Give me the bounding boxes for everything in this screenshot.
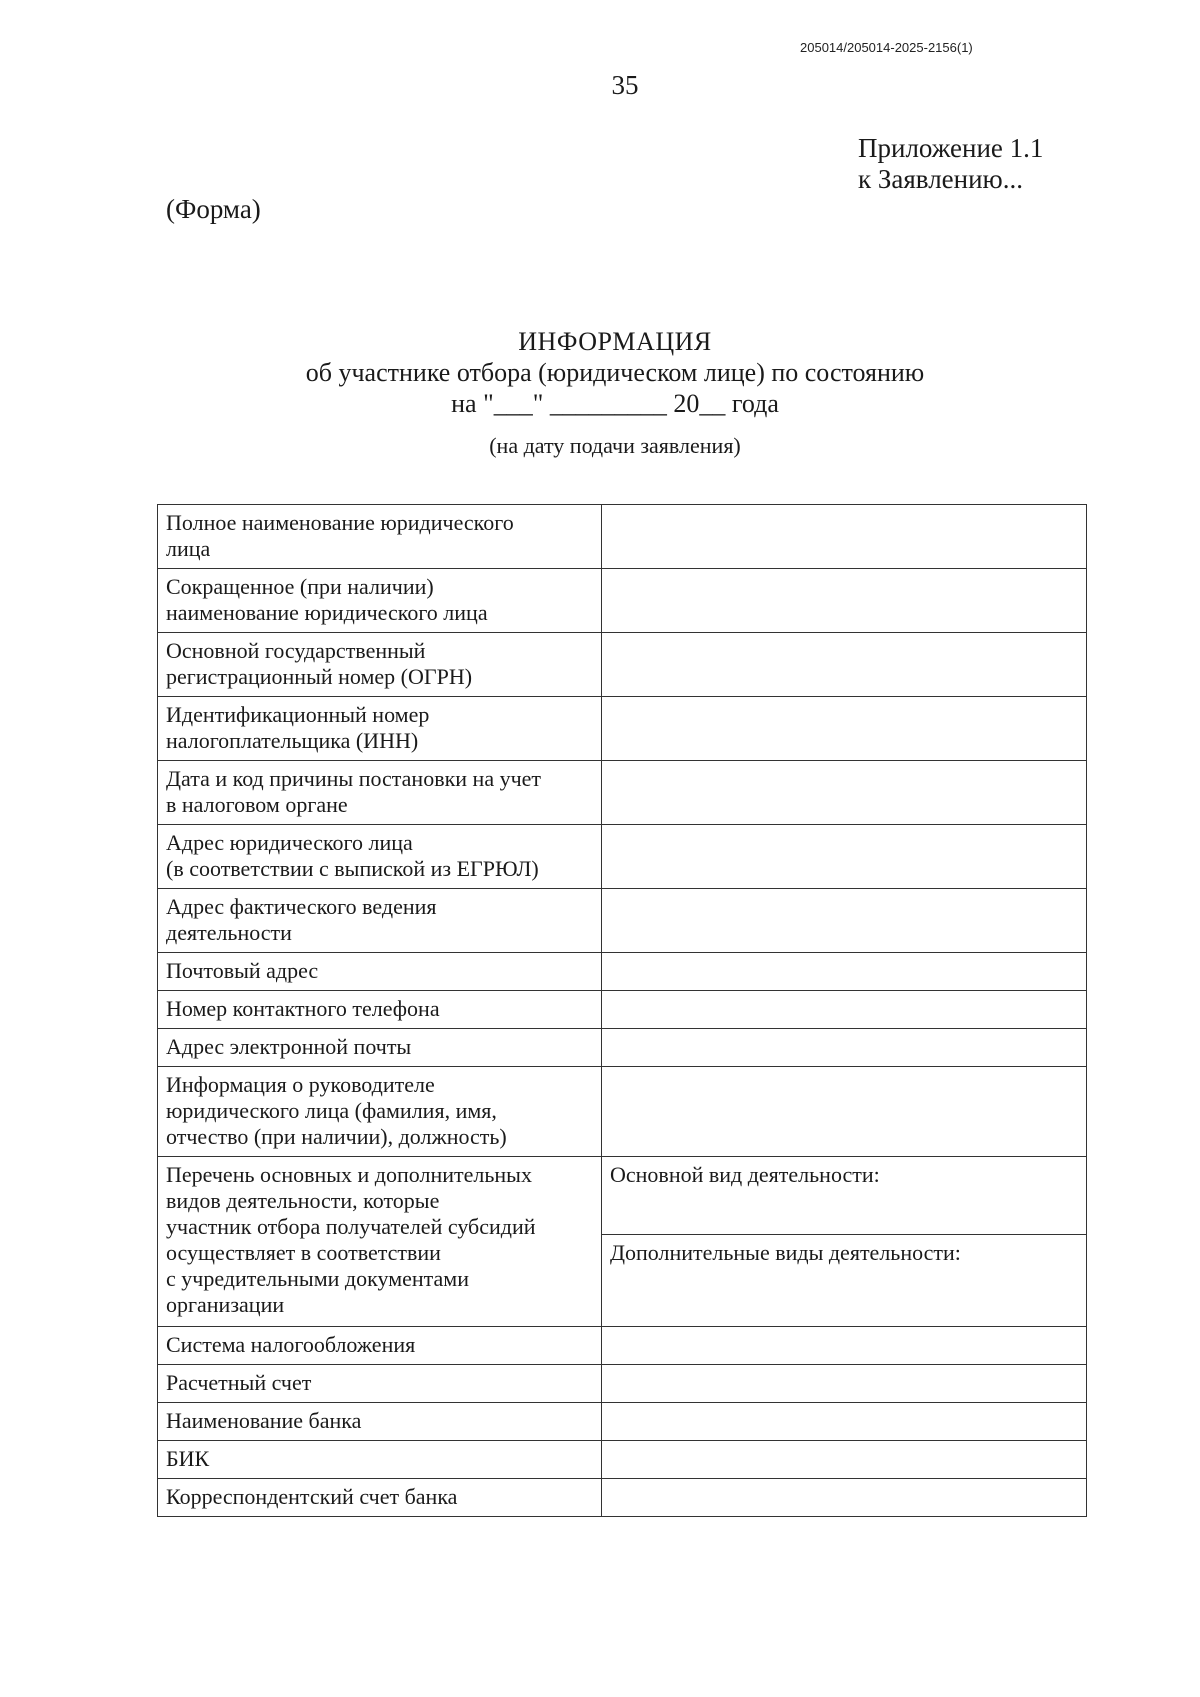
field-label-line: юридического лица (фамилия, имя, [166, 1098, 497, 1123]
field-value[interactable] [602, 761, 1087, 825]
table-row [158, 1403, 1087, 1441]
field-label-line: регистрационный номер (ОГРН) [166, 664, 473, 689]
field-label-line: с учредительными документами [166, 1266, 469, 1291]
field-label [158, 889, 602, 953]
field-value[interactable] [602, 697, 1087, 761]
field-label-line: участник отбора получателей субсидий [166, 1214, 536, 1239]
field-label [158, 633, 602, 697]
field-value[interactable] [602, 991, 1087, 1029]
field-label [158, 1029, 602, 1067]
field-label-line: осуществляет в соответствии [166, 1240, 441, 1265]
field-value[interactable] [602, 953, 1087, 991]
appendix-line-1: Приложение 1.1 [858, 133, 1044, 163]
field-label [158, 1157, 602, 1327]
document-id: 205014/205014-2025-2156(1) [800, 40, 973, 55]
heading-subtitle: об участнике отбора (юридическом лице) по состоянию [305, 358, 925, 387]
field-label-line: Номер контактного телефона [166, 996, 440, 1021]
field-label-line: отчество (при наличии), должность) [166, 1124, 507, 1149]
field-label-line: лица [166, 536, 211, 561]
field-label-line: Дата и код причины постановки на учет [166, 766, 542, 791]
field-label-line: Перечень основных и дополнительных [166, 1162, 532, 1187]
field-label-line: Адрес фактического ведения [166, 894, 437, 919]
field-value[interactable] [602, 505, 1087, 569]
form-label: (Форма) [166, 194, 261, 224]
field-label-line: налогоплательщика (ИНН) [166, 728, 419, 753]
field-label-line: наименование юридического лица [166, 600, 488, 625]
field-label [158, 1403, 602, 1441]
table-row [158, 889, 1087, 953]
heading-date-line: на "___" _________ 20__ года [451, 389, 779, 418]
field-label-line: деятельности [166, 920, 292, 945]
info-table [157, 504, 1087, 1517]
document-heading [0, 326, 1200, 459]
field-label-line: Расчетный счет [166, 1370, 312, 1395]
table-row [158, 633, 1087, 697]
field-label [158, 1441, 602, 1479]
field-label-line: Основной государственный [166, 638, 426, 663]
field-label [158, 505, 602, 569]
field-label [158, 991, 602, 1029]
field-value[interactable] [602, 633, 1087, 697]
field-value[interactable] [602, 1067, 1087, 1157]
field-label-line: видов деятельности, которые [166, 1188, 440, 1213]
field-label [158, 1365, 602, 1403]
table-row [158, 1479, 1087, 1517]
field-label-line: Адрес юридического лица [166, 830, 413, 855]
info-table-body [158, 505, 1087, 1517]
field-label [158, 1067, 602, 1157]
appendix-reference [858, 133, 1043, 195]
table-row [158, 991, 1087, 1029]
heading-note: (на дату подачи заявления) [489, 433, 741, 458]
field-label-line: Корреспондентский счет банка [166, 1484, 458, 1509]
table-row [158, 1365, 1087, 1403]
table-row [158, 697, 1087, 761]
field-label-line: Идентификационный номер [166, 702, 430, 727]
appendix-line-2: к Заявлению... [858, 164, 1023, 194]
table-row [158, 1157, 1087, 1235]
field-value[interactable] [602, 569, 1087, 633]
field-label [158, 761, 602, 825]
field-label [158, 825, 602, 889]
field-label-line: Сокращенное (при наличии) [166, 574, 434, 599]
field-label-line: Полное наименование юридического [166, 510, 514, 535]
table-row [158, 953, 1087, 991]
table-row [158, 825, 1087, 889]
field-label-line: Почтовый адрес [166, 958, 319, 983]
table-row [158, 1029, 1087, 1067]
field-label-line: БИК [166, 1446, 210, 1471]
field-label [158, 697, 602, 761]
field-label [158, 953, 602, 991]
page-number: 35 [611, 70, 639, 100]
field-label [158, 569, 602, 633]
table-row [158, 569, 1087, 633]
field-value[interactable] [602, 1365, 1087, 1403]
field-label-line: (в соответствии с выпиской из ЕГРЮЛ) [166, 856, 539, 881]
field-value[interactable] [602, 889, 1087, 953]
field-label-line: Наименование банка [166, 1408, 362, 1433]
field-label-line: Система налогообложения [166, 1332, 416, 1357]
table-row [158, 761, 1087, 825]
field-label-line: в налоговом органе [166, 792, 348, 817]
main-activity-field[interactable]: Основной вид деятельности: [602, 1157, 1087, 1235]
field-value[interactable] [602, 1029, 1087, 1067]
field-label-line: Адрес электронной почты [166, 1034, 412, 1059]
field-value[interactable] [602, 1441, 1087, 1479]
table-row [158, 1441, 1087, 1479]
field-value[interactable] [602, 1403, 1087, 1441]
field-label [158, 1479, 602, 1517]
table-row [158, 505, 1087, 569]
field-label [158, 1327, 602, 1365]
field-label-line: Информация о руководителе [166, 1072, 435, 1097]
field-label-line: организации [166, 1292, 285, 1317]
field-value[interactable] [602, 1327, 1087, 1365]
table-row [158, 1067, 1087, 1157]
heading-title: ИНФОРМАЦИЯ [518, 327, 712, 356]
field-value[interactable] [602, 1479, 1087, 1517]
field-value[interactable] [602, 825, 1087, 889]
table-row [158, 1327, 1087, 1365]
additional-activities-field[interactable]: Дополнительные виды деятельности: [602, 1235, 1087, 1327]
